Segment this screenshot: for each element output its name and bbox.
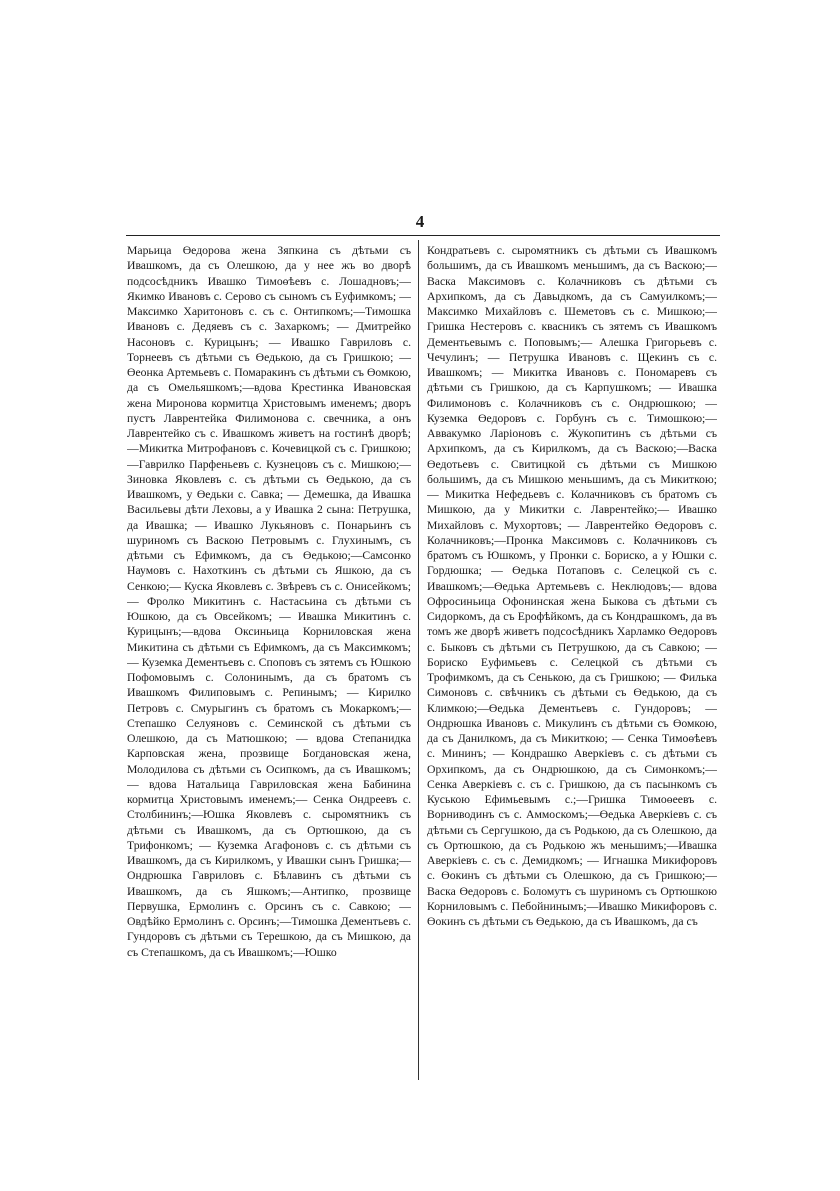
header-rule	[126, 235, 720, 236]
column-divider	[418, 240, 419, 1080]
right-column-text: Кондратьевъ с. сыромятникъ съ дѣтьми съ Ивашкомъ большимъ, да съ Ивашкомъ меньшимъ, да съ Васкою;—Васка Максимовъ с. Колачниковъ съ дѣтьми съ Архипкомъ, да съ Давыдкомъ, да съ Самуилкомъ;—Максимко Михайловъ с. Шеметовъ съ с. Мишкою;—Гришка Нестеровъ с. квасникъ съ зятемъ съ Ивашкомъ Дементьевымъ с. Поповымъ;— Алешка Григорьевъ с. Чечулинъ; — Петрушка Ивановъ с. Щекинъ съ с. Ивашкомъ; — Микитка Ивановъ с. Пономаревъ съ дѣтьми съ Гришкою, да съ Карпушкомъ; — Ивашка Филимоновъ с. Колачниковъ съ с. Ондрюшкою; — Куземка Өедоровъ с. Горбунъ съ с. Тимошкою;—Аввакумко Ларіоновъ с. Жукопитинъ съ дѣтьми съ Архипкомъ, да съ Кирилкомъ, да съ Васкою;—Васка Өедотьевъ с. Свитицкой съ дѣтьми съ Мишкою большимъ, да съ Мишкою меньшимъ, да съ Микиткою; — Микитка Нефедьевъ с. Колачниковъ съ братомъ съ Мишкою, да у Микитки с. Лаврентейко;— Ивашко Михайловъ с. Мухортовъ; — Лаврентейко Өедоровъ с. Колачниковъ;—Пронка Максимовъ с. Колачниковъ съ братомъ съ Юшкомъ, у Пронки с. Бориско, а у Юшки с. Гордюшка; — Өедька Потаповъ с. Селецкой съ с. Ивашкомъ;—Өедька Артемьевъ с. Неклюдовъ;— вдова Офросиньица Офонинская жена Быкова съ дѣтьми съ Сидоркомъ, да съ Ерофѣйкомъ, да съ Кондрашкомъ, да въ томъ же дворѣ живетъ подсосѣдникъ Харламко Өедоровъ с. Быковъ съ дѣтьми съ Петрушкою, да съ Савкою; — Бориско Еуфимьевъ с. Селецкой съ дѣтьми съ Трофимкомъ, да съ Сенькою, да съ Гришкою; — Филька Симоновъ с. свѣчникъ съ дѣтьми съ Өедькою, да съ Климкою;—Өедька Дементьевъ с. Гундоровъ; — Ондрюшка Ивановъ с. Микулинъ съ дѣтьми съ Өомкою, да съ Данилкомъ, да съ Микиткою; — Сенка Тимоөѣевъ с. Мининъ; — Кондрашко Аверкіевъ с. съ дѣтьми съ Орхипкомъ, да съ Ондрюшкою, да съ Симонкомъ;—Сенка Аверкіевъ с. съ с. Гришкою, да съ пасынкомъ съ Куською Ефимьевымъ с.;—Гришка Тимоөеевъ с. Ворниводинъ съ с. Аммоскомъ;—Өедька Аверкіевъ с. съ дѣтьми съ Сергушкою, да съ Родькою, да съ Олешкою, да съ Ортюшкою, да съ Родькою жъ меньшимъ;—Ивашка Аверкіевъ с. съ с. Демидкомъ; — Игнашка Микифоровъ с. Өокинъ съ дѣтьми съ Олешкою, да съ Гришкою;—Васка Өедоровъ с. Боломутъ съ шуриномъ съ Ортюшкою Корниловымъ с. Пебойнинымъ;—Ивашко Микифоровъ с. Өокинъ съ дѣтьми съ Өедькою, да съ Ивашкомъ, да съ	[427, 244, 717, 928]
page-number: 4	[415, 212, 425, 231]
left-column	[127, 243, 411, 1083]
left-column-text: Марьица Өедорова жена Зяпкина съ дѣтьми съ Ивашкомъ, да съ Олешкою, да у нее жъ во дворѣ подсосѣдникъ Ивашко Тимоөѣевъ с. Лошадновъ;— Якимко Ивановъ с. Серово съ сыномъ съ Еуфимкомъ; — Максимко Харитоновъ с. съ с. Онтипкомъ;—Тимошка Ивановъ с. Дедяевъ съ с. Захаркомъ; — Дмитрейко Насоновъ с. Курицынъ; — Ивашко Гавриловъ с. Торнеевъ съ дѣтьми съ Өедькою, да съ Гришкою; — Өеонка Артемьевъ с. Помаракинъ съ дѣтьми съ Өомкою, да съ Омельяшкомъ;—вдова Крестинка Ивановская жена Миронова кормитца Христовымъ именемъ; дворъ пустъ Лаврентейка Филимонова с. свечника, а онъ Лаврентейко съ с. Ивашкомъ живетъ на гостинѣ дворѣ;—Микитка Митрофановъ с. Кочевицкой съ с. Гришкою;—Гаврилко Парфеньевъ с. Кузнецовъ съ с. Мишкою;—Зиновка Яковлевъ с. съ дѣтьми съ Өедькою, да съ Ивашкомъ, у Өедьки с. Савка; — Демешка, да Ивашка Васильевы дѣти Леховы, а у Ивашка 2 сына: Петрушка, да Ивашка; — Ивашко Лукьяновъ с. Понарьинъ съ шуриномъ съ Васкою Петровымъ с. Глухинымъ, съ дѣтьми съ Ефимкомъ, да съ Өедькою;—Самсонко Наумовъ с. Нахоткинъ съ дѣтьми съ Яшкою, да съ Сенкою;— Куска Яковлевъ с. Звѣревъ съ с. Онисейкомъ;— Фролко Микитинъ с. Настасьина съ дѣтьми съ Юшкою, да съ Овсейкомъ; — Ивашка Микитинъ с. Курицынъ;—вдова Оксиньица Корниловская жена Микитина съ дѣтьми съ Ефимкомъ, да съ Максимкомъ; — Куземка Дементьевъ с. Споповъ съ зятемъ съ Юшкою Пофомовымъ с. Солонинымъ, да съ братомъ съ Ивашкомъ Филиповымъ с. Репинымъ; — Кирилко Петровъ с. Смурыгинъ съ братомъ съ Мокаркомъ;—Степашко Селуяновъ с. Семинской съ дѣтьми съ Олешкою, да съ Матюшкою; — вдова Степанидка Карповская жена, прозвище Богдановская жена, Молодилова съ дѣтьми съ Осипкомъ, да съ Ивашкомъ; — вдова Натальица Гавриловская жена Бабинина кормитца Христовымъ именемъ;— Сенка Ондреевъ с. Столбининъ;—Юшка Яковлевъ с. сыромятникъ съ дѣтьми съ Ивашкомъ, да съ Ортюшкою, да съ Трифонкомъ; — Куземка Агафоновъ с. съ дѣтьми съ Ивашкомъ, да съ Кирилкомъ, у Ивашки сынъ Гришка;—Ондрюшка Гавриловъ с. Бѣлавинъ съ дѣтьми съ Ивашкомъ, да съ Яшкомъ;—Антипко, прозвище Первушка, Ермолинъ с. Орсинъ съ с. Савкою; — Овдѣйко Ермолинъ с. Орсинъ;—Тимошка Дементьевъ с. Гундоровъ съ дѣтьми съ Терешкою, да съ Мишкою, да съ Степашкомъ, да съ Ивашкомъ;—Юшко	[127, 244, 411, 959]
right-column	[427, 243, 717, 1083]
